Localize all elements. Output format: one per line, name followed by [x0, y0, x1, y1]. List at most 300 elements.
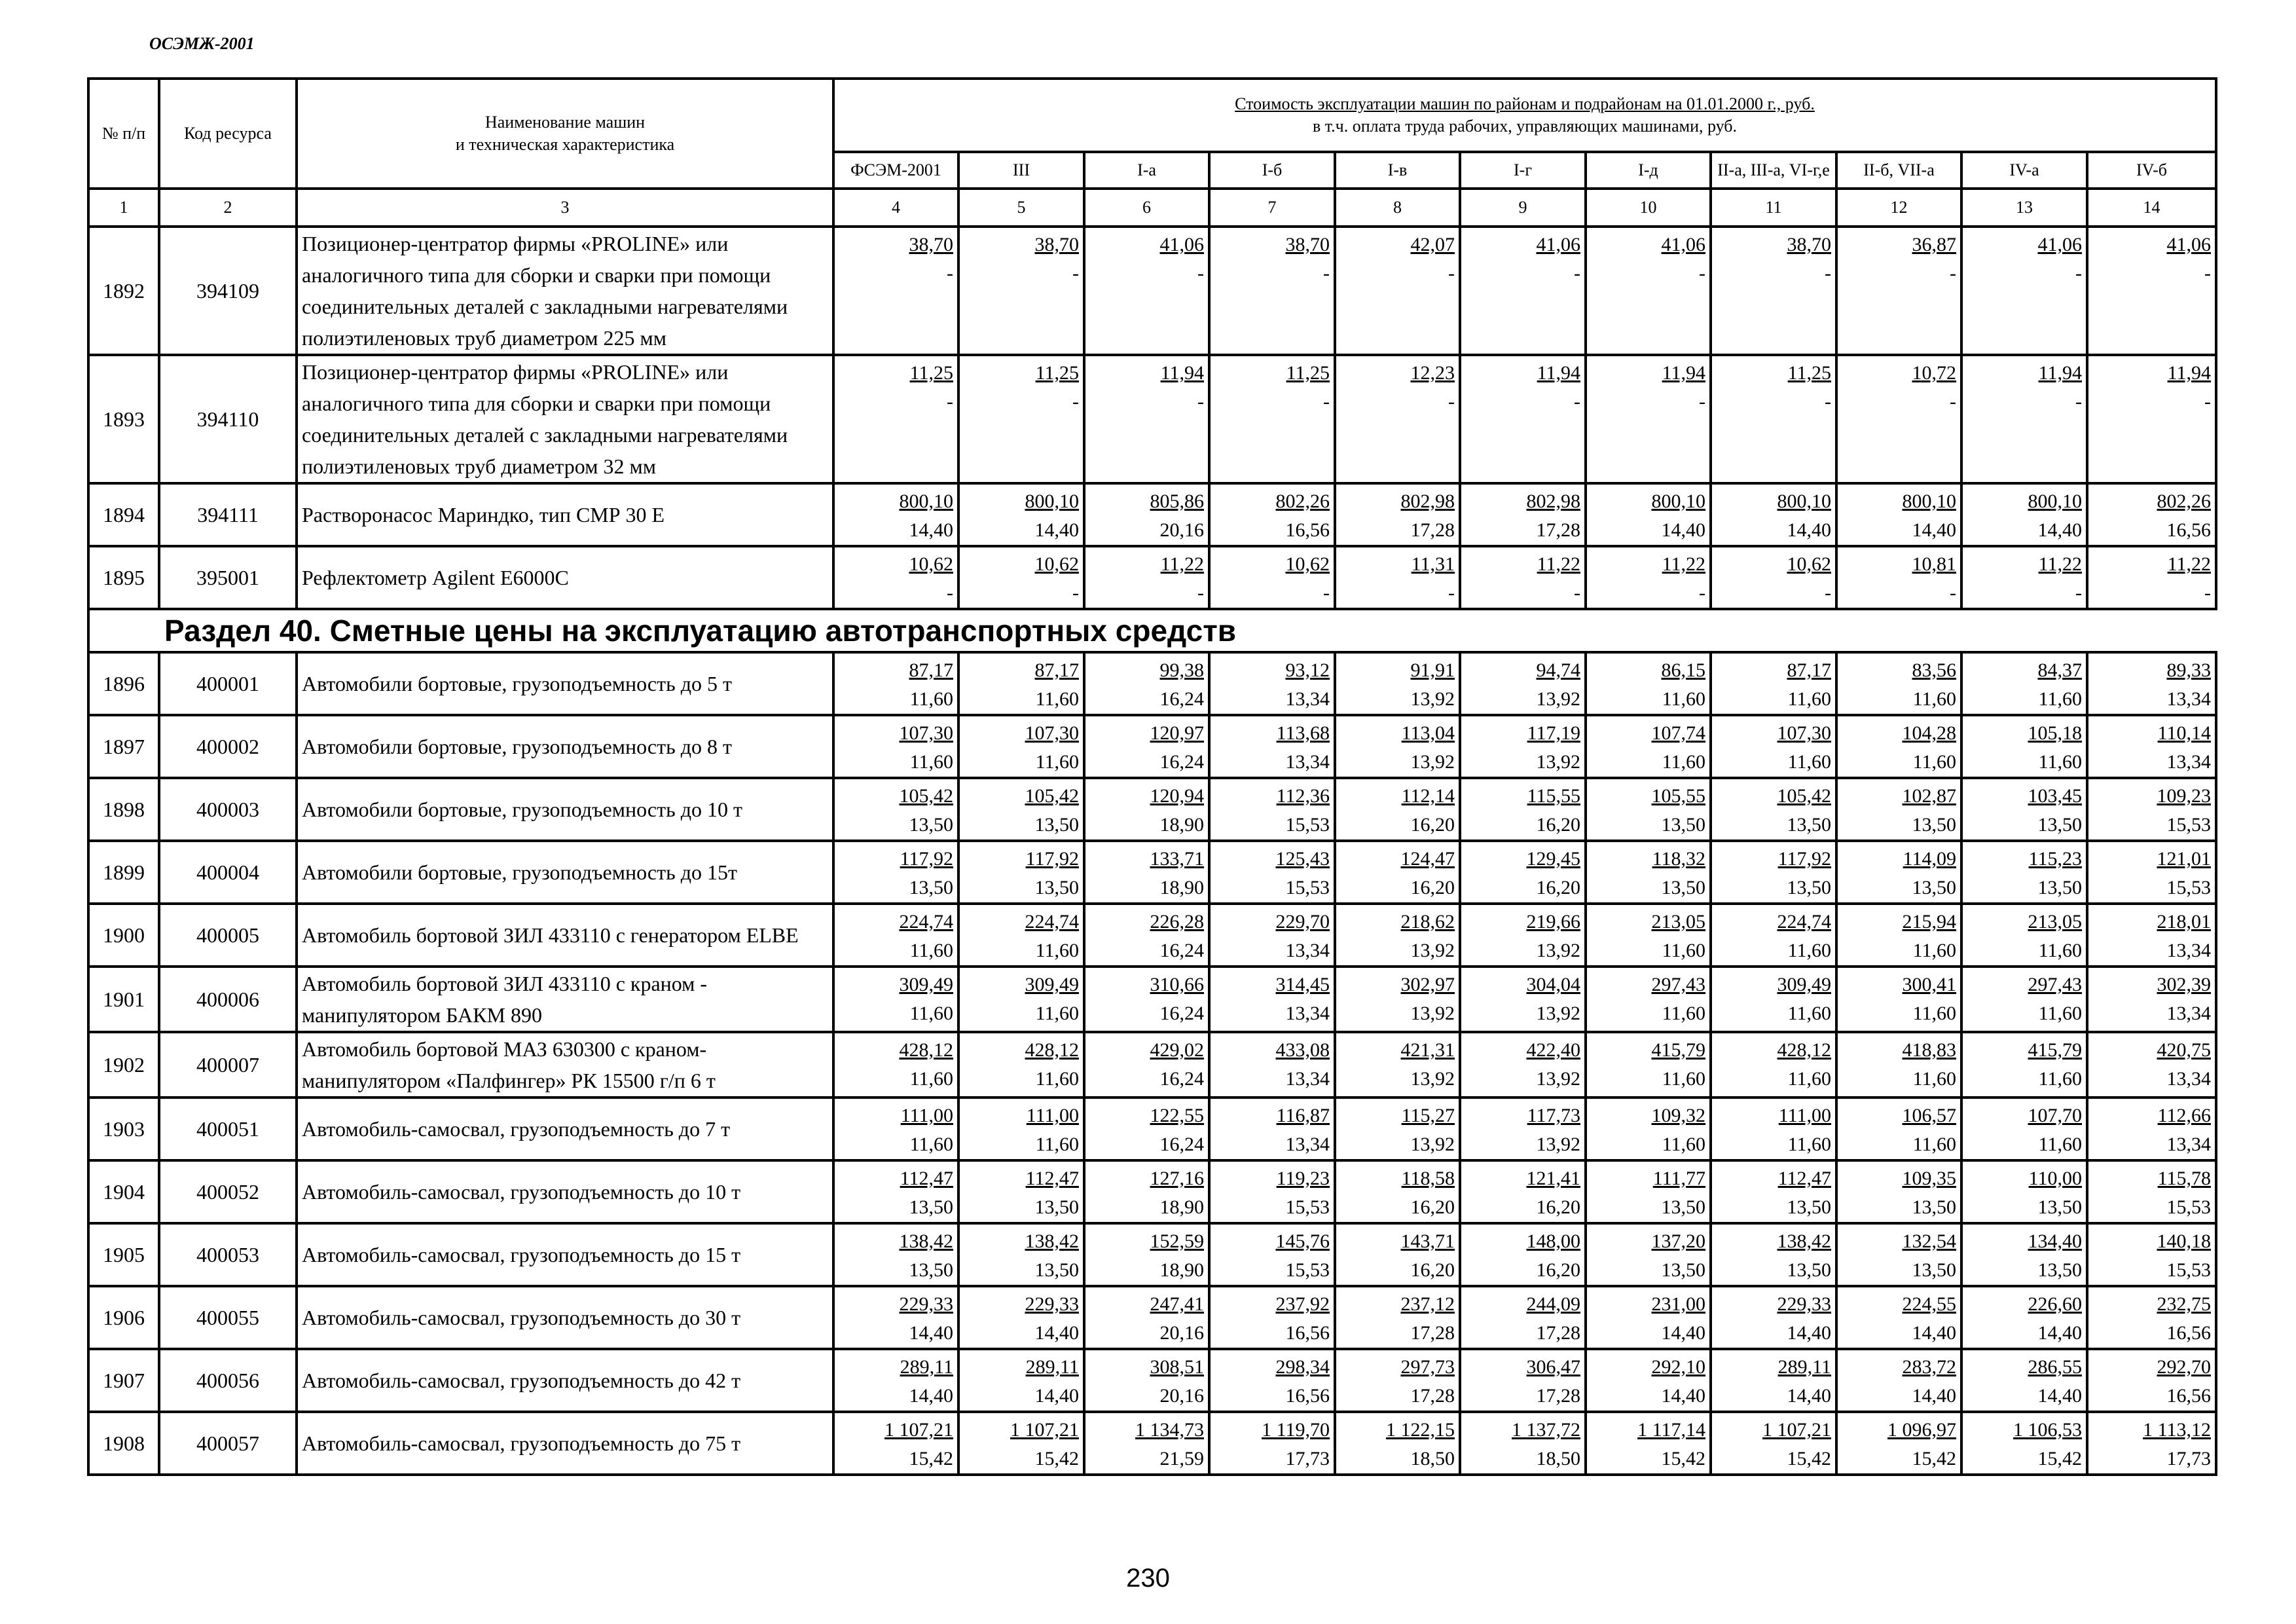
operating-cost-value: 213,05: [2028, 911, 2082, 932]
cost-cell: [1961, 546, 2087, 609]
labor-cost-value: 13,34: [1285, 751, 1330, 773]
table-row: [88, 1286, 2216, 1349]
cost-cell: [958, 715, 1084, 778]
cost-cell: [1084, 483, 1209, 546]
table-row: [88, 1412, 2216, 1475]
labor-cost-value: -: [1574, 582, 1580, 604]
labor-cost-value: 14,40: [1787, 1322, 1831, 1344]
cost-cell: [1335, 1412, 1460, 1475]
operating-cost-value: 105,55: [1651, 785, 1705, 807]
operating-cost-value: 113,68: [1276, 722, 1330, 744]
operating-cost-value: 800,10: [1025, 490, 1079, 512]
row-number: 1903: [88, 1098, 159, 1160]
column-index-cell: 1: [88, 189, 159, 227]
operating-cost-value: 12,23: [1410, 362, 1455, 384]
cost-cell: [1460, 1286, 1586, 1349]
cost-cell: [833, 355, 958, 483]
operating-cost-value: 111,00: [1026, 1105, 1079, 1126]
labor-cost-value: 13,50: [1912, 1259, 1956, 1281]
operating-cost-value: 247,41: [1150, 1293, 1204, 1315]
operating-cost-value: 86,15: [1661, 659, 1705, 681]
resource-code: 400007: [159, 1032, 297, 1098]
cost-cell: [1460, 546, 1586, 609]
operating-cost-value: 309,49: [1777, 974, 1831, 995]
column-index-cell: 5: [958, 189, 1084, 227]
cost-cell: [1460, 652, 1586, 715]
cost-cell: [1209, 1223, 1335, 1286]
cost-cell: [1836, 1098, 1961, 1160]
operating-cost-value: 38,70: [1285, 234, 1330, 255]
operating-cost-value: 121,41: [1526, 1168, 1580, 1189]
labor-cost-value: 11,60: [1912, 751, 1956, 773]
operating-cost-value: 292,10: [1651, 1356, 1705, 1378]
cost-cell: [1335, 483, 1460, 546]
operating-cost-value: 1 117,14: [1637, 1419, 1705, 1441]
operating-cost-value: 148,00: [1526, 1230, 1580, 1252]
cost-cell: [1209, 1412, 1335, 1475]
cost-cell: [1836, 1349, 1961, 1412]
labor-cost-value: 13,50: [1912, 814, 1956, 836]
operating-cost-value: 800,10: [1651, 490, 1705, 512]
cost-cell: [1084, 967, 1209, 1032]
labor-cost-value: 13,92: [1410, 940, 1455, 961]
operating-cost-value: 805,86: [1150, 490, 1204, 512]
cost-cell: [958, 546, 1084, 609]
operating-cost-value: 11,25: [909, 362, 953, 384]
cost-cell: [1836, 652, 1961, 715]
operating-cost-value: 41,06: [1536, 234, 1580, 255]
cost-cell: [1084, 652, 1209, 715]
operating-cost-value: 11,94: [1160, 362, 1204, 384]
operating-cost-value: 226,28: [1150, 911, 1204, 932]
operating-cost-value: 119,23: [1276, 1168, 1330, 1189]
cost-cell: [1711, 778, 1836, 841]
cost-cell: [1084, 841, 1209, 904]
operating-cost-value: 422,40: [1526, 1039, 1580, 1061]
column-index-cell: 12: [1836, 189, 1961, 227]
cost-cell: [1209, 355, 1335, 483]
cost-cell: [1961, 1223, 2087, 1286]
labor-cost-value: 11,60: [1035, 1003, 1079, 1024]
cost-cell: [958, 1349, 1084, 1412]
cost-cell: [1209, 1160, 1335, 1223]
cost-cell: [1335, 904, 1460, 967]
cost-cell: [958, 1160, 1084, 1223]
cost-cell: [1711, 967, 1836, 1032]
labor-cost-value: 14,40: [1661, 1322, 1705, 1344]
operating-cost-value: 94,74: [1536, 659, 1580, 681]
operating-cost-value: 107,30: [1025, 722, 1079, 744]
cost-cell: [2087, 715, 2216, 778]
labor-cost-value: 13,34: [1285, 688, 1330, 710]
column-index-cell: 9: [1460, 189, 1586, 227]
cost-cell: [1209, 778, 1335, 841]
column-index-cell: 14: [2087, 189, 2216, 227]
row-number: 1901: [88, 967, 159, 1032]
operating-cost-value: 800,10: [2028, 490, 2082, 512]
operating-cost-value: 41,06: [2037, 234, 2082, 255]
labor-cost-value: 11,60: [1035, 751, 1079, 773]
labor-cost-value: 11,60: [2038, 1134, 2082, 1155]
table-body-bottom: [88, 652, 2216, 1475]
labor-cost-value: 11,60: [1662, 1068, 1705, 1090]
labor-cost-value: -: [1825, 391, 1831, 413]
labor-cost-value: 15,53: [2166, 877, 2211, 898]
cost-cell: [958, 483, 1084, 546]
labor-cost-value: 14,40: [1787, 1385, 1831, 1407]
operating-cost-value: 802,98: [1526, 490, 1580, 512]
labor-cost-value: 14,40: [1912, 1322, 1956, 1344]
labor-cost-value: 13,34: [1285, 1003, 1330, 1024]
operating-cost-value: 112,36: [1276, 785, 1330, 807]
row-number: 1902: [88, 1032, 159, 1098]
cost-cell: [1209, 483, 1335, 546]
cost-cell: [1711, 483, 1836, 546]
cost-header-title: Стоимость эксплуатации машин по районам и подрайонам на 01.01.2000 г., руб.: [1235, 94, 1815, 113]
labor-cost-value: 18,50: [1410, 1448, 1455, 1469]
operating-cost-value: 224,74: [899, 911, 953, 932]
labor-cost-value: 16,24: [1159, 688, 1204, 710]
operating-cost-value: 219,66: [1526, 911, 1580, 932]
labor-cost-value: 13,50: [2037, 877, 2082, 898]
cost-cell: [1961, 1160, 2087, 1223]
labor-cost-value: 14,40: [1661, 1385, 1705, 1407]
operating-cost-value: 237,12: [1400, 1293, 1455, 1315]
cost-cell: [1209, 904, 1335, 967]
labor-cost-value: 11,60: [909, 751, 953, 773]
labor-cost-value: 15,42: [1661, 1448, 1705, 1469]
labor-cost-value: 15,53: [1285, 1196, 1330, 1218]
cost-cell: [2087, 1160, 2216, 1223]
cost-cell: [1961, 483, 2087, 546]
operating-cost-value: 10,62: [909, 553, 953, 575]
cost-cell: [1836, 967, 1961, 1032]
operating-cost-value: 420,75: [2157, 1039, 2211, 1061]
labor-cost-value: 13,92: [1410, 751, 1455, 773]
cost-cell: [1209, 967, 1335, 1032]
labor-cost-value: -: [2075, 582, 2082, 604]
operating-cost-value: 103,45: [2028, 785, 2082, 807]
labor-cost-value: 16,56: [2166, 519, 2211, 541]
cost-cell: [1460, 715, 1586, 778]
cost-cell: [1961, 967, 2087, 1032]
cost-cell: [1084, 715, 1209, 778]
region-header-cell: II-б, VII-а: [1836, 152, 1961, 189]
operating-cost-value: 306,47: [1526, 1356, 1580, 1378]
region-header-cell: III: [958, 152, 1084, 189]
labor-cost-value: 20,16: [1159, 519, 1204, 541]
cost-cell: [2087, 841, 2216, 904]
column-index-cell: 4: [833, 189, 958, 227]
cost-cell: [833, 652, 958, 715]
machine-name: Автомобили бортовые, грузоподъемность до 10 т: [297, 778, 833, 841]
labor-cost-value: 11,60: [1912, 1003, 1956, 1024]
cost-cell: [1084, 1349, 1209, 1412]
labor-cost-value: -: [947, 263, 953, 284]
region-header-cell: I-д: [1586, 152, 1711, 189]
section-row: [88, 609, 2216, 652]
operating-cost-value: 125,43: [1275, 848, 1330, 870]
labor-cost-value: 13,50: [1034, 814, 1079, 836]
cost-cell: [1836, 483, 1961, 546]
operating-cost-value: 42,07: [1410, 234, 1455, 255]
labor-cost-value: -: [1072, 582, 1079, 604]
labor-cost-value: 14,40: [1787, 519, 1831, 541]
operating-cost-value: 304,04: [1526, 974, 1580, 995]
cost-cell: [1460, 1032, 1586, 1098]
cost-cell: [1209, 715, 1335, 778]
cost-cell: [1961, 1098, 2087, 1160]
cost-cell: [1711, 715, 1836, 778]
column-index-cell: 3: [297, 189, 833, 227]
labor-cost-value: -: [1825, 263, 1831, 284]
resource-code: 400002: [159, 715, 297, 778]
row-number: 1893: [88, 355, 159, 483]
operating-cost-value: 133,71: [1150, 848, 1204, 870]
col-header-name-line2: и техническая характеристика: [455, 135, 675, 154]
cost-cell: [1836, 1032, 1961, 1098]
operating-cost-value: 112,47: [900, 1168, 953, 1189]
labor-cost-value: 11,60: [1662, 940, 1705, 961]
operating-cost-value: 429,02: [1150, 1039, 1204, 1061]
machine-name: Автомобиль-самосвал, грузоподъемность до 15 т: [297, 1223, 833, 1286]
cost-cell: [1586, 1349, 1711, 1412]
cost-cell: [1335, 652, 1460, 715]
cost-cell: [1836, 904, 1961, 967]
row-number: 1908: [88, 1412, 159, 1475]
row-number: 1905: [88, 1223, 159, 1286]
labor-cost-value: -: [1197, 391, 1204, 413]
cost-cell: [1586, 967, 1711, 1032]
resource-code: 400052: [159, 1160, 297, 1223]
labor-cost-value: 13,50: [909, 877, 953, 898]
cost-cell: [1586, 1223, 1711, 1286]
labor-cost-value: 11,60: [909, 1068, 953, 1090]
operating-cost-value: 114,09: [1903, 848, 1956, 870]
machine-name: Автомобиль-самосвал, грузоподъемность до 10 т: [297, 1160, 833, 1223]
labor-cost-value: 13,50: [2037, 1196, 2082, 1218]
operating-cost-value: 800,10: [1902, 490, 1956, 512]
operating-cost-value: 802,26: [2157, 490, 2211, 512]
labor-cost-value: 16,24: [1159, 940, 1204, 961]
labor-cost-value: -: [1699, 263, 1705, 284]
labor-cost-value: 16,20: [1410, 1196, 1455, 1218]
cost-cell: [2087, 1032, 2216, 1098]
operating-cost-value: 11,22: [2167, 553, 2211, 575]
operating-cost-value: 38,70: [1034, 234, 1079, 255]
cost-cell: [958, 355, 1084, 483]
cost-cell: [2087, 904, 2216, 967]
operating-cost-value: 11,22: [1537, 553, 1580, 575]
cost-cell: [1711, 1223, 1836, 1286]
table-row: [88, 967, 2216, 1032]
labor-cost-value: 11,60: [1787, 1068, 1831, 1090]
operating-cost-value: 41,06: [1661, 234, 1705, 255]
operating-cost-value: 111,77: [1652, 1168, 1705, 1189]
operating-cost-value: 289,11: [1025, 1356, 1079, 1378]
labor-cost-value: 11,60: [1662, 751, 1705, 773]
cost-cell: [833, 1286, 958, 1349]
operating-cost-value: 83,56: [1912, 659, 1956, 681]
row-number: 1907: [88, 1349, 159, 1412]
labor-cost-value: 16,20: [1536, 1196, 1580, 1218]
operating-cost-value: 244,09: [1526, 1293, 1580, 1315]
operating-cost-value: 1 096,97: [1887, 1419, 1956, 1441]
operating-cost-value: 107,74: [1651, 722, 1705, 744]
cost-cell: [1836, 355, 1961, 483]
machine-name: Автомобиль-самосвал, грузоподъемность до 75 т: [297, 1412, 833, 1475]
labor-cost-value: 13,92: [1410, 688, 1455, 710]
cost-cell: [1586, 841, 1711, 904]
table-row: [88, 1098, 2216, 1160]
cost-cell: [1711, 1286, 1836, 1349]
operating-cost-value: 117,19: [1527, 722, 1580, 744]
operating-cost-value: 1 137,72: [1512, 1419, 1580, 1441]
cost-cell: [1961, 652, 2087, 715]
labor-cost-value: 16,20: [1410, 877, 1455, 898]
cost-cell: [1711, 1160, 1836, 1223]
machine-name: Автомобили бортовые, грузоподъемность до 5 т: [297, 652, 833, 715]
section-row-group: [88, 609, 2216, 652]
table-row: [88, 1223, 2216, 1286]
labor-cost-value: 14,40: [909, 519, 953, 541]
table-row: [88, 652, 2216, 715]
section-title: Раздел 40. Сметные цены на эксплуатацию автотранспортных средств: [159, 609, 2216, 652]
operating-cost-value: 107,30: [899, 722, 953, 744]
row-number: 1899: [88, 841, 159, 904]
cost-cell: [958, 778, 1084, 841]
operating-cost-value: 1 107,21: [1762, 1419, 1831, 1441]
labor-cost-value: -: [1699, 391, 1705, 413]
operating-cost-value: 117,92: [1777, 848, 1831, 870]
operating-cost-value: 229,33: [1025, 1293, 1079, 1315]
cost-cell: [1209, 1286, 1335, 1349]
cost-cell: [958, 841, 1084, 904]
operating-cost-value: 84,37: [2037, 659, 2082, 681]
column-index-cell: 7: [1209, 189, 1335, 227]
labor-cost-value: 11,60: [2038, 751, 2082, 773]
cost-header: [833, 79, 2216, 152]
labor-cost-value: 11,60: [1035, 1134, 1079, 1155]
labor-cost-value: 14,40: [909, 1385, 953, 1407]
labor-cost-value: -: [2204, 391, 2211, 413]
cost-cell: [958, 652, 1084, 715]
cost-header-subtitle: в т.ч. оплата труда рабочих, управляющих машинами, руб.: [1312, 117, 1738, 136]
labor-cost-value: 14,40: [2037, 1385, 2082, 1407]
operating-cost-value: 116,87: [1276, 1105, 1330, 1126]
labor-cost-value: 13,34: [2166, 940, 2211, 961]
labor-cost-value: 18,90: [1159, 1259, 1204, 1281]
cost-cell: [1209, 546, 1335, 609]
labor-cost-value: 17,28: [1536, 1322, 1580, 1344]
labor-cost-value: 15,42: [1034, 1448, 1079, 1469]
operating-cost-value: 309,49: [899, 974, 953, 995]
cost-cell: [1084, 546, 1209, 609]
cost-cell: [1586, 546, 1711, 609]
operating-cost-value: 111,00: [900, 1105, 953, 1126]
cost-cell: [2087, 778, 2216, 841]
operating-cost-value: 802,26: [1275, 490, 1330, 512]
cost-cell: [958, 1286, 1084, 1349]
cost-cell: [1209, 1032, 1335, 1098]
operating-cost-value: 218,62: [1400, 911, 1455, 932]
machine-name: Автомобиль-самосвал, грузоподъемность до 42 т: [297, 1349, 833, 1412]
labor-cost-value: -: [1448, 582, 1455, 604]
cost-cell: [1961, 715, 2087, 778]
operating-cost-value: 800,10: [899, 490, 953, 512]
labor-cost-value: 13,34: [1285, 940, 1330, 961]
cost-cell: [1335, 841, 1460, 904]
labor-cost-value: -: [1699, 582, 1705, 604]
table-row: [88, 483, 2216, 546]
labor-cost-value: 14,40: [1912, 1385, 1956, 1407]
labor-cost-value: 16,20: [1410, 1259, 1455, 1281]
cost-cell: [1084, 1098, 1209, 1160]
cost-cell: [1460, 1098, 1586, 1160]
cost-cell: [1961, 1349, 2087, 1412]
labor-cost-value: 15,53: [2166, 1196, 2211, 1218]
operating-cost-value: 11,22: [1662, 553, 1705, 575]
labor-cost-value: 17,28: [1410, 1322, 1455, 1344]
machine-name: Автомобиль-самосвал, грузоподъемность до 30 т: [297, 1286, 833, 1349]
cost-cell: [833, 1032, 958, 1098]
labor-cost-value: 11,60: [1787, 1134, 1831, 1155]
region-header-cell: I-в: [1335, 152, 1460, 189]
cost-cell: [2087, 1223, 2216, 1286]
operating-cost-value: 137,20: [1651, 1230, 1705, 1252]
cost-cell: [1961, 227, 2087, 355]
document-code: ОСЭМЖ-2001: [149, 34, 255, 53]
cost-cell: [1460, 967, 1586, 1032]
cost-cell: [1460, 841, 1586, 904]
cost-cell: [1961, 1412, 2087, 1475]
cost-cell: [833, 1160, 958, 1223]
operating-cost-value: 11,25: [1035, 362, 1079, 384]
labor-cost-value: 18,50: [1536, 1448, 1580, 1469]
cost-cell: [1711, 1032, 1836, 1098]
resource-code: 395001: [159, 546, 297, 609]
labor-cost-value: 11,60: [2038, 1068, 2082, 1090]
cost-cell: [1586, 778, 1711, 841]
cost-cell: [2087, 483, 2216, 546]
operating-cost-value: 117,92: [1025, 848, 1079, 870]
cost-cell: [1209, 1349, 1335, 1412]
labor-cost-value: 18,90: [1159, 1196, 1204, 1218]
labor-cost-value: 13,50: [2037, 814, 2082, 836]
labor-cost-value: -: [2204, 263, 2211, 284]
cost-cell: [1836, 1223, 1961, 1286]
operating-cost-value: 1 122,15: [1386, 1419, 1455, 1441]
cost-cell: [1586, 227, 1711, 355]
labor-cost-value: -: [1950, 582, 1956, 604]
labor-cost-value: 14,40: [1034, 1322, 1079, 1344]
operating-cost-value: 418,83: [1902, 1039, 1956, 1061]
operating-cost-value: 11,22: [2038, 553, 2082, 575]
labor-cost-value: 13,50: [1912, 877, 1956, 898]
operating-cost-value: 300,41: [1902, 974, 1956, 995]
cost-cell: [1836, 546, 1961, 609]
table-row: [88, 904, 2216, 967]
region-header-cell: I-б: [1209, 152, 1335, 189]
cost-cell: [2087, 967, 2216, 1032]
labor-cost-value: 13,92: [1410, 1003, 1455, 1024]
operating-cost-value: 421,31: [1400, 1039, 1455, 1061]
labor-cost-value: -: [2204, 582, 2211, 604]
labor-cost-value: 14,40: [1034, 519, 1079, 541]
cost-cell: [1961, 841, 2087, 904]
cost-cell: [1586, 904, 1711, 967]
cost-cell: [1084, 778, 1209, 841]
